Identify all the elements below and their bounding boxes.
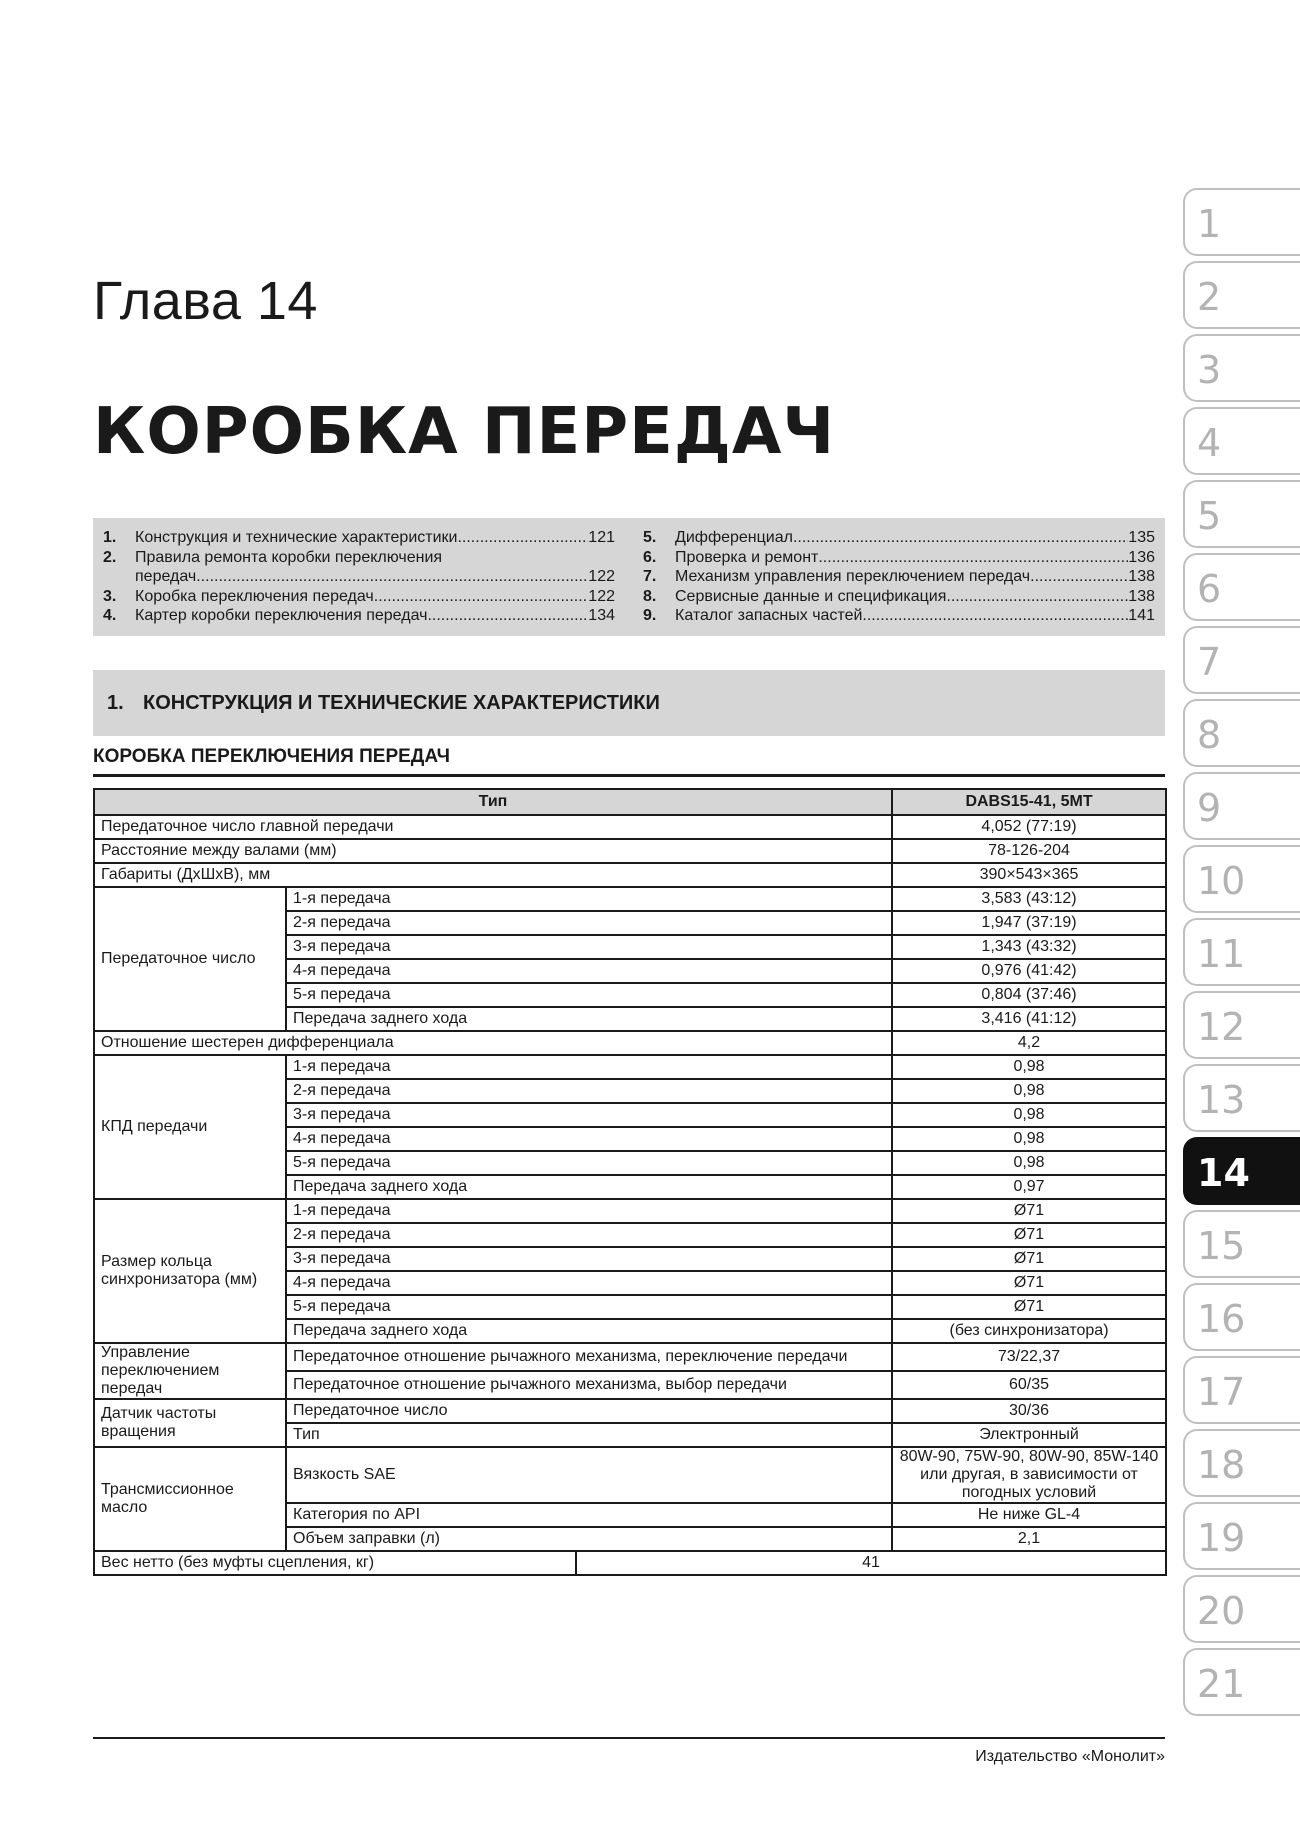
row-value: 73/22,37 [892,1343,1166,1371]
chapter-tab-label: 14 [1197,1151,1250,1195]
toc-item-number: 2. [103,548,117,566]
row-value: Ø71 [892,1223,1166,1247]
toc-item-label: Коробка переключения передач [135,587,374,605]
row-sublabel: Передаточное отношение рычажного механизма, переключение передачи [286,1343,892,1371]
toc-item[interactable] [103,528,615,548]
chapter-tabs [1183,188,1300,1721]
row-value: 4,2 [892,1031,1166,1055]
toc-item-label: Проверка и ремонт [675,548,819,566]
chapter-tab-label: 1 [1197,202,1222,246]
chapter-tab-20[interactable] [1183,1575,1300,1643]
toc-item-number: 5. [643,529,657,546]
row-sublabel: Тип [286,1423,892,1447]
toc-item-page: 141 [1128,607,1155,625]
row-sublabel: 4-я передача [286,1127,892,1151]
toc-item-page: 121 [588,529,615,546]
row-sublabel: 3-я передача [286,935,892,959]
chapter-tab-label: 20 [1197,1589,1246,1633]
section-title: КОНСТРУКЦИЯ И ТЕХНИЧЕСКИЕ ХАРАКТЕРИСТИКИ [143,692,660,714]
toc-item-page: 134 [588,607,615,625]
row-sublabel: 5-я передача [286,983,892,1007]
row-sublabel: 4-я передача [286,959,892,983]
toc-item-page: 135 [1128,529,1155,546]
row-value: 0,804 (37:46) [892,983,1166,1007]
row-sublabel: 2-я передача [286,1079,892,1103]
chapter-tab-11[interactable] [1183,918,1300,986]
row-value: Ø71 [892,1247,1166,1271]
group-label: Датчик частоты вращения [94,1399,286,1447]
toc-item-label: Картер коробки переключения передач [135,607,428,625]
chapter-tab-14[interactable] [1183,1137,1300,1205]
chapter-tab-label: 15 [1197,1224,1246,1268]
table-row [94,863,1166,887]
table-of-contents [93,518,1165,636]
chapter-tab-label: 16 [1197,1297,1246,1341]
toc-item-label: передач [135,568,197,586]
row-value: 0,98 [892,1079,1166,1103]
table-row [94,1343,1166,1371]
toc-item[interactable] [103,567,615,587]
section-number: 1. [107,692,124,714]
table-row [94,839,1166,863]
toc-item[interactable] [643,567,1155,587]
row-value: 3,583 (43:12) [892,887,1166,911]
chapter-tab-12[interactable] [1183,991,1300,1059]
row-sublabel: 3-я передача [286,1103,892,1127]
toc-item-label: Конструкция и технические характеристики [135,529,458,546]
row-sublabel: Передаточное отношение рычажного механизма, выбор передачи [286,1371,892,1399]
row-value: 0,98 [892,1151,1166,1175]
toc-item-page: 122 [588,587,615,605]
row-sublabel: Передача заднего хода [286,1319,892,1343]
toc-item-label: Правила ремонта коробки переключения [135,548,443,566]
header-model: DABS15-41, 5MT [892,789,1166,815]
group-label: Управление переключением передач [94,1343,286,1399]
toc-item[interactable] [103,548,615,568]
row-sublabel: 1-я передача [286,1199,892,1223]
chapter-tab-10[interactable] [1183,845,1300,913]
row-sublabel: 5-я передача [286,1295,892,1319]
chapter-title: КОРОБКА ПЕРЕДАЧ [93,395,836,469]
chapter-tab-label: 10 [1197,859,1246,903]
chapter-tab-13[interactable] [1183,1064,1300,1132]
toc-item[interactable] [643,528,1155,548]
row-sublabel: 1-я передача [286,1055,892,1079]
table-row [94,1199,1166,1223]
group-label: Трансмиссионное масло [94,1447,286,1551]
table-row [94,1055,1166,1079]
row-sublabel: 2-я передача [286,911,892,935]
row-value: 0,98 [892,1103,1166,1127]
row-value: 80W-90, 75W-90, 80W-90, 85W-140 или другая, в зависимости от погодных условий [892,1447,1166,1503]
chapter-tab-15[interactable] [1183,1210,1300,1278]
row-label: Габариты (ДхШхВ), мм [94,863,892,887]
toc-item-page: 138 [1128,568,1155,586]
table-row [94,815,1166,839]
chapter-tab-label: 2 [1197,275,1222,319]
toc-item-label: Дифференциал [675,529,793,546]
chapter-label: Глава 14 [93,271,318,331]
chapter-tab-label: 11 [1197,932,1246,976]
toc-column-left [103,528,615,626]
toc-item-label: Механизм управления переключением передач [675,568,1031,586]
toc-item-number: 3. [103,587,117,605]
row-label: Расстояние между валами (мм) [94,839,892,863]
chapter-tab-16[interactable] [1183,1283,1300,1351]
row-sublabel: 3-я передача [286,1247,892,1271]
row-sublabel: 1-я передача [286,887,892,911]
header-type: Тип [94,789,892,815]
chapter-tab-2[interactable] [1183,261,1300,329]
chapter-tab-6[interactable] [1183,553,1300,621]
chapter-tab-label: 5 [1197,494,1222,538]
table-row [94,1031,1166,1055]
row-value: Электронный [892,1423,1166,1447]
toc-column-right [643,528,1155,626]
table-row [94,1447,1166,1503]
chapter-tab-18[interactable] [1183,1429,1300,1497]
spec-table [93,788,1167,1576]
toc-item[interactable] [103,587,615,607]
chapter-tab-label: 21 [1197,1662,1246,1706]
group-label: Передаточное число [94,887,286,1031]
toc-item-number [103,567,135,587]
table-row [94,887,1166,911]
chapter-tab-label: 12 [1197,1005,1246,1049]
chapter-tab-7[interactable] [1183,626,1300,694]
toc-item-label: Сервисные данные и спецификация [675,587,947,605]
row-value: Ø71 [892,1295,1166,1319]
toc-item-label: Каталог запасных частей [675,607,863,625]
row-sublabel: 4-я передача [286,1271,892,1295]
section-heading [93,670,1165,736]
chapter-tab-label: 17 [1197,1370,1246,1414]
table-row [94,1399,1166,1423]
row-value: 1,343 (43:32) [892,935,1166,959]
chapter-tab-label: 19 [1197,1516,1246,1560]
toc-item-number: 7. [643,568,657,586]
row-value: 390×543×365 [892,863,1166,887]
chapter-tab-9[interactable] [1183,772,1300,840]
toc-item-page: 122 [588,568,615,586]
chapter-tab-label: 13 [1197,1078,1246,1122]
table-header-row [94,789,1166,815]
row-sublabel: Вязкость SAE [286,1447,892,1503]
row-value: Не ниже GL-4 [892,1503,1166,1527]
row-sublabel: Передача заднего хода [286,1007,892,1031]
toc-item-number: 1. [103,529,117,546]
toc-item-number: 4. [103,607,117,625]
toc-item-number: 9. [643,607,657,625]
row-value: 2,1 [892,1527,1166,1551]
chapter-tab-8[interactable] [1183,699,1300,767]
group-label: Размер кольца синхронизатора (мм) [94,1199,286,1343]
row-value: Ø71 [892,1199,1166,1223]
chapter-tab-label: 9 [1197,786,1222,830]
chapter-tab-label: 3 [1197,348,1222,392]
subheading: КОРОБКА ПЕРЕКЛЮЧЕНИЯ ПЕРЕДАЧ [93,746,1165,777]
footer-divider [93,1737,1165,1739]
row-value: 30/36 [892,1399,1166,1423]
row-value: Ø71 [892,1271,1166,1295]
chapter-tab-label: 7 [1197,640,1222,684]
chapter-tab-label: 18 [1197,1443,1246,1487]
chapter-tab-label: 8 [1197,713,1222,757]
table-row [94,1551,1166,1575]
toc-item[interactable] [643,548,1155,568]
row-label: Передаточное число главной передачи [94,815,892,839]
toc-item-number: 8. [643,587,657,605]
row-label: Отношение шестерен дифференциала [94,1031,892,1055]
row-value: 4,052 (77:19) [892,815,1166,839]
row-value: 0,98 [892,1127,1166,1151]
row-value: 78-126-204 [892,839,1166,863]
toc-item[interactable] [643,587,1155,607]
toc-item-page: 138 [1128,587,1155,605]
chapter-tab-17[interactable] [1183,1356,1300,1424]
row-value: 0,98 [892,1055,1166,1079]
row-sublabel: Передача заднего хода [286,1175,892,1199]
chapter-tab-label: 4 [1197,421,1222,465]
toc-item-page: 136 [1128,548,1155,566]
row-sublabel: 5-я передача [286,1151,892,1175]
row-value: (без синхронизатора) [892,1319,1166,1343]
toc-item[interactable] [103,606,615,626]
row-value: 3,416 (41:12) [892,1007,1166,1031]
row-value: 41 [576,1551,1166,1575]
chapter-tab-21[interactable] [1183,1648,1300,1716]
chapter-tab-4[interactable] [1183,407,1300,475]
chapter-tab-5[interactable] [1183,480,1300,548]
chapter-tab-label: 6 [1197,567,1222,611]
group-label: КПД передачи [94,1055,286,1199]
row-value: 60/35 [892,1371,1166,1399]
footer-publisher: Издательство «Монолит» [975,1748,1165,1765]
row-value: 1,947 (37:19) [892,911,1166,935]
row-sublabel: Передаточное число [286,1399,892,1423]
row-value: 0,976 (41:42) [892,959,1166,983]
row-sublabel: 2-я передача [286,1223,892,1247]
toc-item[interactable] [643,606,1155,626]
row-value: 0,97 [892,1175,1166,1199]
row-sublabel: Объем заправки (л) [286,1527,892,1551]
row-sublabel: Категория по API [286,1503,892,1527]
chapter-tab-3[interactable] [1183,334,1300,402]
chapter-tab-19[interactable] [1183,1502,1300,1570]
chapter-tab-1[interactable] [1183,188,1300,256]
row-label: Вес нетто (без муфты сцепления, кг) [94,1551,576,1575]
toc-item-number: 6. [643,548,657,566]
